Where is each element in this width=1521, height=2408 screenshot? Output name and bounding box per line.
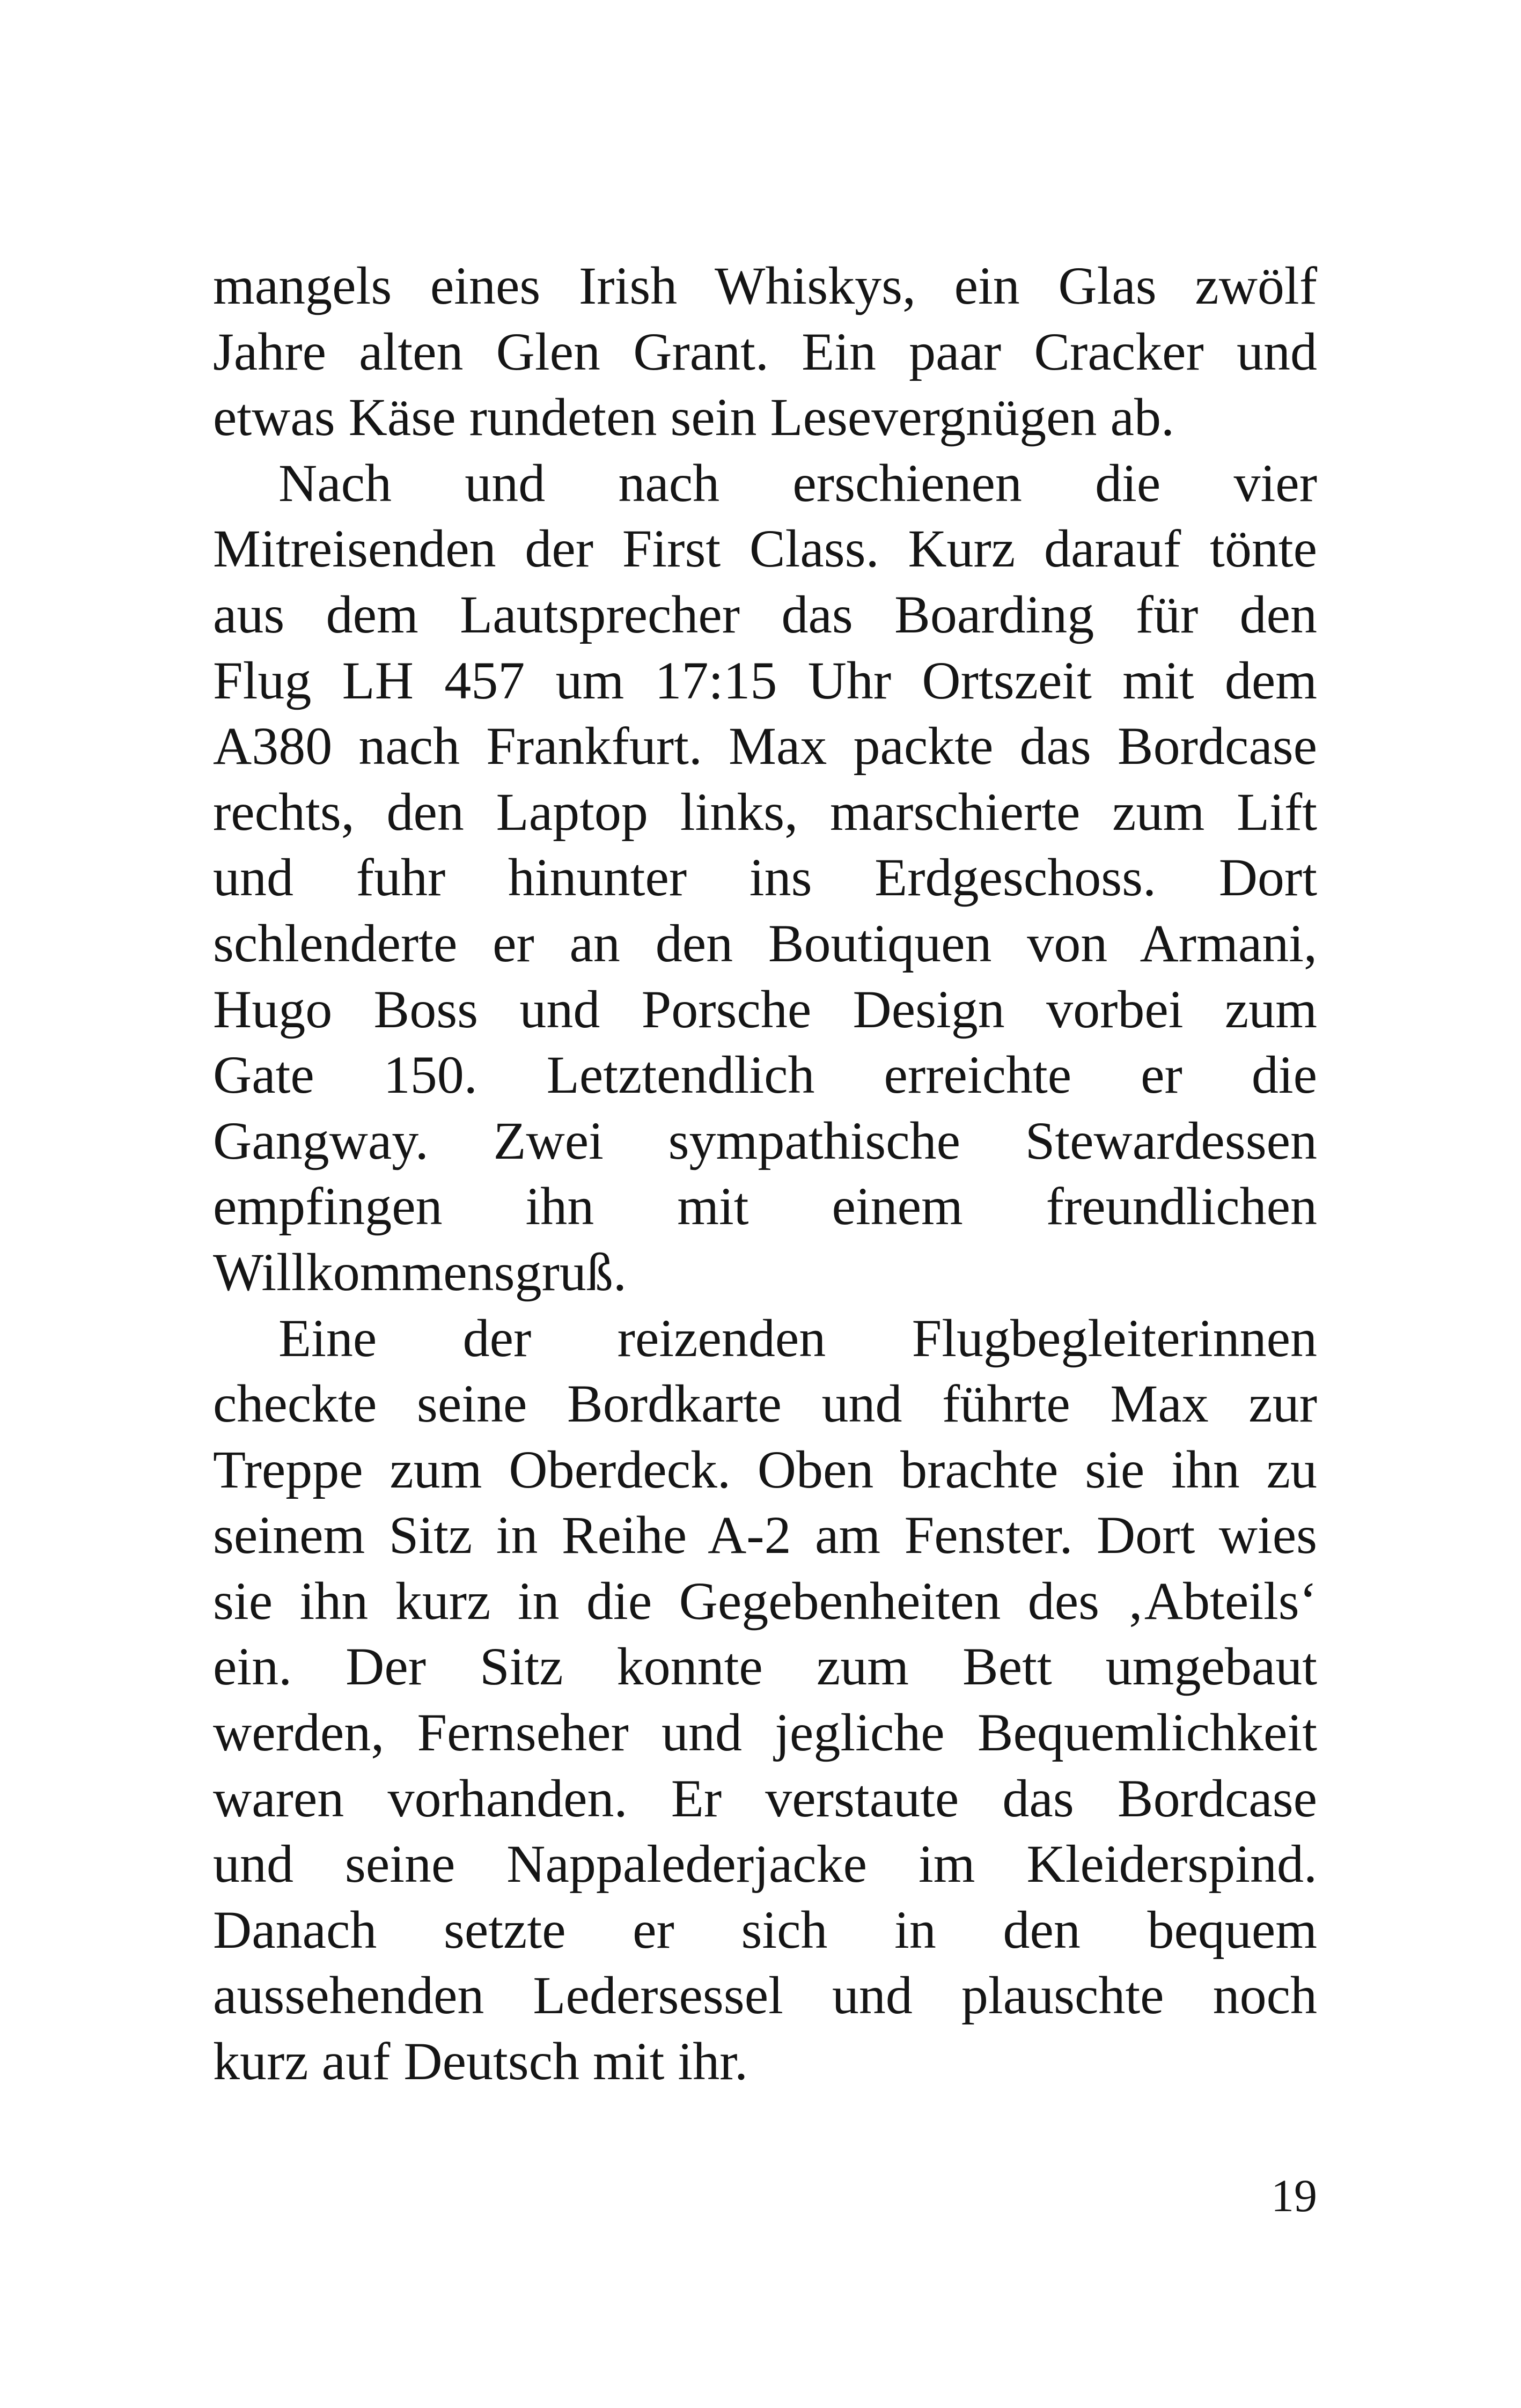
- paragraph-1: [213, 253, 1317, 451]
- text-line: Nach und nach erschienen die vier: [278, 453, 1317, 513]
- text-line: und seine Nappalederjacke im Kleiderspind.: [213, 1834, 1317, 1894]
- text-line: werden, Fernseher und jegliche Bequemlichkeit: [213, 1703, 1317, 1763]
- page-number: 19: [1271, 2170, 1317, 2221]
- text-line: Eine der reizenden Flugbegleiterinnen: [278, 1308, 1317, 1368]
- text-line: waren vorhanden. Er verstaute das Bordcase: [213, 1768, 1317, 1828]
- text-line: A380 nach Frankfurt. Max packte das Bordcase: [213, 716, 1317, 776]
- text-line: Gangway. Zwei sympathische Stewardessen: [213, 1110, 1317, 1170]
- text-line: Danach setzte er sich in den bequem: [213, 1899, 1317, 1960]
- text-line: aus dem Lautsprecher das Boarding für den: [213, 584, 1317, 644]
- text-line: und fuhr hinunter ins Erdgeschoss. Dort: [213, 848, 1317, 908]
- text-line: sie ihn kurz in die Gegebenheiten des ‚Abteils‘: [213, 1571, 1317, 1631]
- text-line: Mitreisenden der First Class. Kurz darauf tönte: [213, 519, 1317, 579]
- text-line: aussehenden Ledersessel und plauschte noch: [213, 1965, 1317, 2026]
- paragraph-3: [213, 1306, 1317, 2095]
- text-line: ein. Der Sitz konnte zum Bett umgebaut: [213, 1637, 1317, 1697]
- text-line: seinem Sitz in Reihe A-2 am Fenster. Dort wies: [213, 1505, 1317, 1565]
- text-line: empfingen ihn mit einem freundlichen: [213, 1176, 1317, 1236]
- text-line: Treppe zum Oberdeck. Oben brachte sie ihn zu: [213, 1439, 1317, 1499]
- text-line: Jahre alten Glen Grant. Ein paar Cracker und: [213, 321, 1317, 381]
- text-line: Gate 150. Letztendlich erreichte er die: [213, 1045, 1317, 1105]
- text-line: mangels eines Irish Whiskys, ein Glas zwölf: [213, 256, 1317, 315]
- text-line: Flug LH 457 um 17:15 Uhr Ortszeit mit dem: [213, 650, 1317, 710]
- text-line: kurz auf Deutsch mit ihr.: [213, 2031, 748, 2092]
- text-line: checkte seine Bordkarte und führte Max zur: [213, 1374, 1317, 1434]
- text-line: rechts, den Laptop links, marschierte zum Lift: [213, 782, 1317, 842]
- text-line: schlenderte er an den Boutiquen von Armani,: [213, 913, 1317, 973]
- text-line: Willkommensgruß.: [213, 1242, 627, 1302]
- body-text: [213, 253, 1317, 2095]
- paragraph-2: [213, 451, 1317, 1306]
- text-line: Hugo Boss und Porsche Design vorbei zum: [213, 979, 1317, 1039]
- text-line: etwas Käse rundeten sein Lesevergnügen ab.: [213, 387, 1174, 447]
